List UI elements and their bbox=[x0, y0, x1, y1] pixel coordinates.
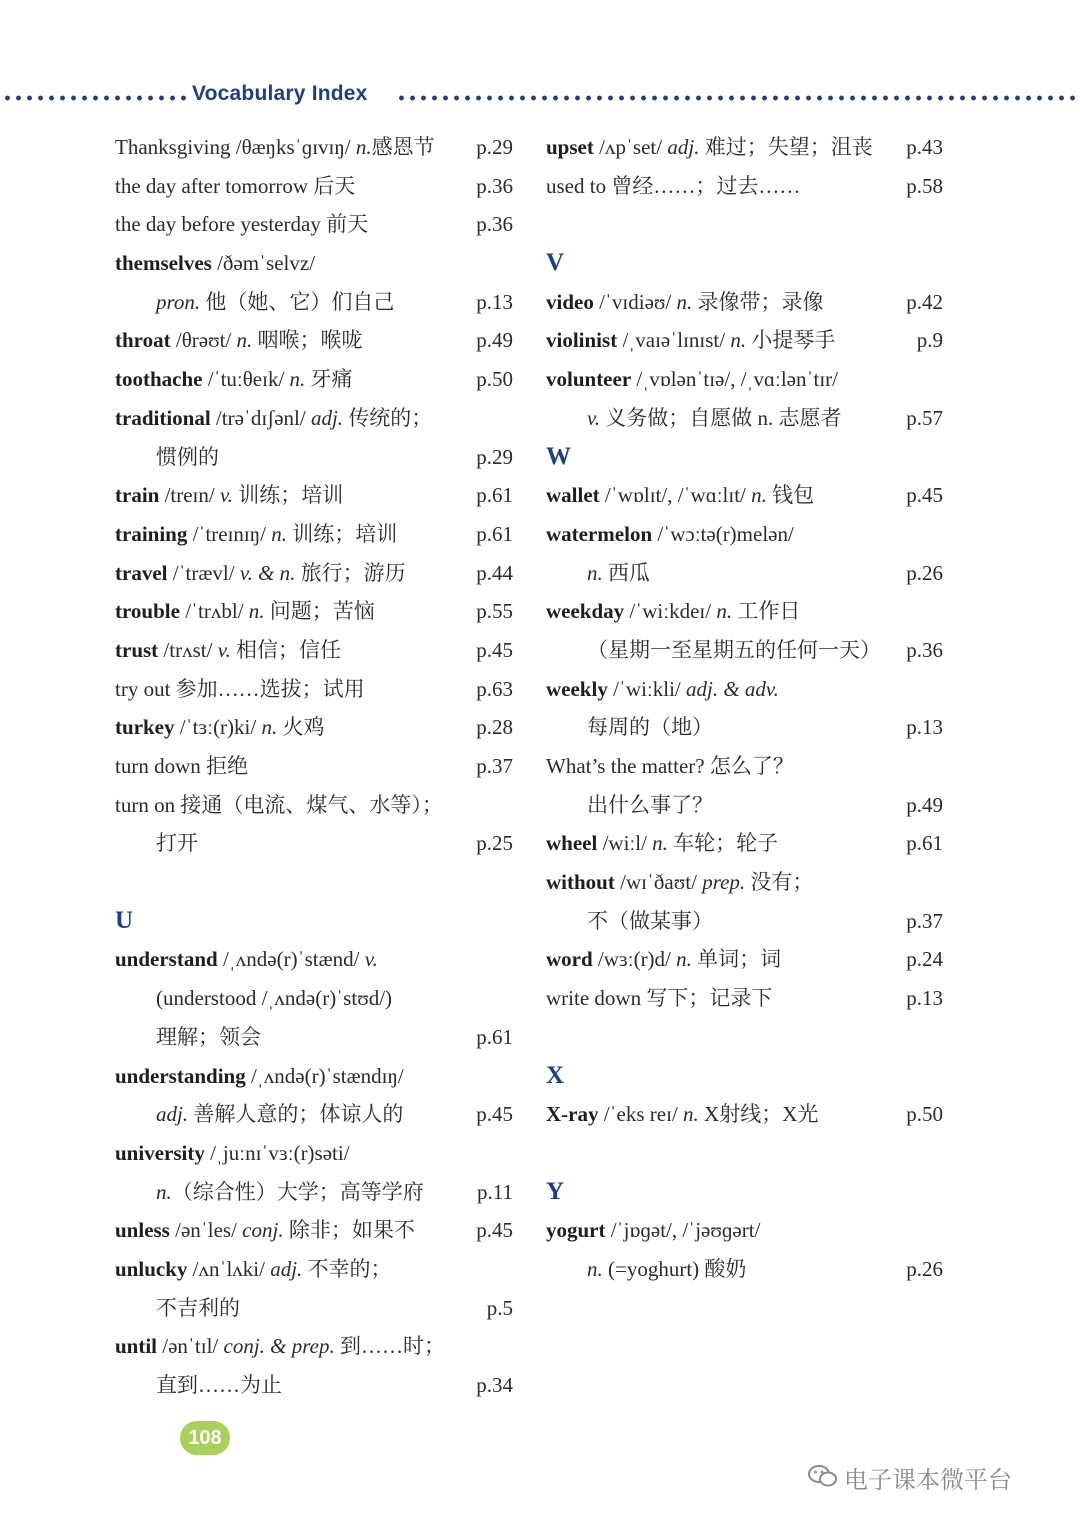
index-entry-continuation bbox=[546, 631, 943, 670]
watermark bbox=[808, 1460, 1012, 1500]
headword: the day after tomorrow bbox=[115, 173, 309, 198]
index-entry-continuation bbox=[546, 1250, 943, 1289]
headword: video bbox=[546, 289, 594, 314]
meaning: 训练；培训 bbox=[233, 483, 344, 508]
pronunciation: 参加……选拔；试用 bbox=[170, 676, 365, 701]
page-reference: p.49 bbox=[906, 792, 943, 817]
dotted-rule-left bbox=[2, 95, 186, 101]
page-reference: p.29 bbox=[476, 444, 513, 469]
pronunciation: 接通（电流、煤气、水等）； bbox=[175, 792, 443, 817]
index-entry-continuation bbox=[115, 979, 513, 1018]
index-entry bbox=[546, 360, 943, 399]
spacer bbox=[546, 1134, 943, 1173]
headword: understanding bbox=[115, 1063, 246, 1088]
index-entry bbox=[546, 476, 943, 515]
spacer bbox=[115, 863, 513, 902]
index-entry bbox=[546, 128, 943, 167]
pronunciation: /ˈjɒɡət/, /ˈjəʊɡərt/ bbox=[605, 1218, 761, 1243]
section-title: Vocabulary Index bbox=[192, 82, 368, 105]
letter-heading bbox=[546, 1057, 943, 1096]
index-entry bbox=[546, 283, 943, 322]
page-reference: p.45 bbox=[476, 1102, 513, 1127]
letter-heading bbox=[546, 1173, 943, 1212]
index-entry bbox=[115, 360, 513, 399]
headword: turn on bbox=[115, 792, 176, 817]
index-entry bbox=[115, 631, 513, 670]
headword: wheel bbox=[546, 831, 598, 856]
pronunciation: /ˈwɔːtə(r)melən/ bbox=[652, 521, 794, 546]
headword: until bbox=[115, 1334, 158, 1359]
headword: trust bbox=[115, 637, 159, 662]
meaning: 训练；培训 bbox=[286, 521, 398, 546]
headword: try out bbox=[115, 676, 171, 701]
part-of-speech: adj. & adv. bbox=[686, 676, 779, 701]
page-reference: p.5 bbox=[486, 1295, 513, 1320]
pronunciation: /ˌʌndə(r)ˈstændɪŋ/ bbox=[245, 1063, 404, 1088]
letter-heading bbox=[115, 902, 513, 941]
index-entry bbox=[115, 515, 513, 554]
meaning: (understood /ˌʌndə(r)ˈstʊd/) bbox=[156, 986, 393, 1011]
page-reference: p.43 bbox=[906, 135, 943, 159]
meaning: 打开 bbox=[156, 831, 198, 856]
page-reference: p.61 bbox=[476, 521, 513, 546]
part-of-speech: n. bbox=[289, 367, 306, 392]
meaning: 西瓜 bbox=[602, 560, 650, 585]
page-reference: p.24 bbox=[906, 947, 943, 972]
meaning: 没有； bbox=[745, 870, 814, 895]
meaning: 不幸的； bbox=[302, 1256, 392, 1281]
part-of-speech: n. bbox=[261, 715, 278, 740]
pronunciation: /ˌjuːnɪˈvɜː(r)səti/ bbox=[204, 1140, 350, 1165]
page-reference: p.26 bbox=[906, 1256, 943, 1281]
page-reference: p.36 bbox=[476, 173, 513, 198]
letter-heading-text: X bbox=[546, 1061, 565, 1089]
index-entry bbox=[115, 1250, 513, 1289]
headword: training bbox=[115, 521, 188, 546]
part-of-speech: n. bbox=[587, 1256, 603, 1281]
headword: wallet bbox=[546, 483, 600, 508]
index-entry bbox=[115, 592, 513, 631]
page-reference: p.28 bbox=[476, 715, 513, 740]
pronunciation: /ənˈles/ bbox=[169, 1218, 243, 1243]
letter-heading bbox=[546, 244, 943, 283]
pronunciation: /ˌvɒlənˈtɪə/, /ˌvɑːlənˈtɪr/ bbox=[631, 367, 838, 392]
headword: watermelon bbox=[546, 521, 653, 546]
pronunciation: /treɪn/ bbox=[159, 483, 220, 508]
headword: violinist bbox=[546, 328, 618, 353]
headword: volunteer bbox=[546, 367, 632, 392]
part-of-speech: adj. bbox=[156, 1102, 189, 1127]
page-reference: p.49 bbox=[476, 328, 513, 353]
pronunciation: /wɜː(r)d/ bbox=[592, 947, 677, 972]
part-of-speech: v. & n. bbox=[239, 560, 296, 585]
meaning: 每周的（地） bbox=[587, 715, 713, 740]
part-of-speech: n. bbox=[683, 1102, 699, 1127]
index-entry-continuation bbox=[546, 399, 943, 438]
headword: upset bbox=[546, 135, 594, 159]
headword: X-ray bbox=[546, 1102, 599, 1127]
page-reference: p.45 bbox=[906, 483, 943, 508]
pronunciation: 写下；记录下 bbox=[641, 986, 773, 1011]
page-reference: p.45 bbox=[476, 1218, 513, 1243]
page-reference: p.55 bbox=[476, 599, 513, 624]
meaning: 他（她、它）们自己 bbox=[200, 289, 395, 314]
dotted-rule-right bbox=[396, 95, 1080, 101]
index-entry bbox=[546, 979, 943, 1018]
index-entry bbox=[115, 128, 513, 167]
part-of-speech: n. bbox=[236, 328, 253, 353]
meaning: 问题；苦恼 bbox=[264, 599, 375, 624]
pronunciation: /ˈtɜː(r)ki/ bbox=[174, 715, 262, 740]
watermark-text: 电子课本微平台 bbox=[844, 1466, 1012, 1494]
index-entry bbox=[115, 670, 513, 709]
headword: turn down bbox=[115, 754, 201, 778]
meaning: X射线；X光 bbox=[698, 1102, 819, 1127]
headword: word bbox=[546, 947, 593, 972]
part-of-speech: n. bbox=[355, 135, 372, 159]
pronunciation: /ˈtreɪnɪŋ/ bbox=[187, 521, 272, 546]
page-reference: p.42 bbox=[906, 289, 943, 314]
headword: turkey bbox=[115, 715, 175, 740]
page-reference: p.11 bbox=[477, 1179, 513, 1204]
index-entry bbox=[115, 321, 513, 360]
pronunciation: /ˈtrævl/ bbox=[167, 560, 240, 585]
meaning: 直到……为止 bbox=[156, 1373, 282, 1397]
wechat-icon bbox=[808, 1461, 838, 1501]
meaning: 除非；如果不 bbox=[283, 1218, 415, 1243]
index-entry bbox=[115, 167, 513, 206]
pronunciation: 前天 bbox=[320, 212, 369, 237]
meaning: 感恩节 bbox=[371, 135, 435, 159]
part-of-speech: n. bbox=[676, 289, 693, 314]
index-entry bbox=[546, 1095, 943, 1134]
meaning: 到……时； bbox=[334, 1334, 445, 1359]
headword: the day before yesterday bbox=[115, 212, 321, 237]
index-entry-continuation bbox=[115, 1173, 513, 1212]
index-entry-continuation bbox=[115, 824, 513, 863]
headword: toothache bbox=[115, 367, 203, 392]
headword: used to bbox=[546, 173, 607, 198]
page-reference: p.13 bbox=[906, 986, 943, 1011]
index-entry bbox=[115, 1327, 513, 1366]
meaning: (=yoghurt) 酸奶 bbox=[602, 1256, 747, 1281]
page-reference: p.61 bbox=[476, 1024, 513, 1049]
index-entry-continuation bbox=[115, 1366, 513, 1405]
part-of-speech: conj. & prep. bbox=[223, 1334, 335, 1359]
letter-heading-text: Y bbox=[546, 1177, 565, 1205]
meaning: 传统的； bbox=[343, 405, 433, 430]
headword: without bbox=[546, 870, 615, 895]
part-of-speech: adj. bbox=[310, 405, 344, 430]
part-of-speech: v. bbox=[219, 483, 233, 508]
page-reference: p.37 bbox=[906, 908, 943, 933]
letter-heading-text: U bbox=[115, 906, 134, 934]
pronunciation: 后天 bbox=[308, 173, 356, 198]
headword: understand bbox=[115, 947, 218, 972]
page-reference: p.61 bbox=[476, 483, 513, 508]
index-entry bbox=[115, 399, 513, 438]
pronunciation: /ʌpˈset/ bbox=[593, 135, 668, 159]
headword: weekly bbox=[546, 676, 608, 701]
right-column bbox=[546, 128, 943, 1289]
headword: university bbox=[115, 1140, 205, 1165]
page-reference: p.13 bbox=[906, 715, 943, 740]
part-of-speech: v. bbox=[364, 947, 378, 972]
meaning: 钱包 bbox=[766, 483, 815, 508]
page-reference: p.36 bbox=[906, 637, 943, 662]
meaning: 出什么事了？ bbox=[587, 792, 713, 817]
headword: throat bbox=[115, 328, 171, 353]
meaning: 录像带；录像 bbox=[692, 289, 824, 314]
headword: trouble bbox=[115, 599, 180, 624]
pronunciation: /ðəmˈselvz/ bbox=[211, 251, 316, 276]
headword: weekday bbox=[546, 599, 625, 624]
pronunciation: /ˈtrʌbl/ bbox=[179, 599, 249, 624]
page-reference: p.63 bbox=[476, 676, 513, 701]
headword: unlucky bbox=[115, 1256, 188, 1281]
pronunciation: /trəˈdɪʃənl/ bbox=[210, 405, 311, 430]
meaning: 咽喉；喉咙 bbox=[252, 328, 363, 353]
meaning: 单词；词 bbox=[691, 947, 782, 972]
pronunciation: /ˈvɪdiəʊ/ bbox=[593, 289, 677, 314]
left-column bbox=[115, 128, 513, 1405]
pronunciation: /wɪˈðaʊt/ bbox=[614, 870, 703, 895]
meaning: 义务做；自愿做 n. 志愿者 bbox=[600, 405, 842, 430]
index-entry bbox=[546, 321, 943, 360]
index-entry-continuation bbox=[115, 438, 513, 477]
page-reference: p.50 bbox=[476, 367, 513, 392]
index-entry-continuation bbox=[115, 1018, 513, 1057]
index-entry-continuation bbox=[546, 786, 943, 825]
part-of-speech: v. bbox=[587, 405, 601, 430]
index-entry bbox=[546, 515, 943, 554]
page-reference: p.9 bbox=[916, 328, 943, 353]
pronunciation: /ˈtuːθeɪk/ bbox=[202, 367, 290, 392]
meaning: 难过；失望；沮丧 bbox=[699, 135, 873, 159]
page-reference: p.58 bbox=[906, 173, 943, 198]
headword: themselves bbox=[115, 251, 212, 276]
headword: write down bbox=[546, 986, 642, 1011]
index-entry bbox=[115, 940, 513, 979]
page-reference: p.50 bbox=[906, 1102, 943, 1127]
pronunciation: /ˈwɒlɪt/, /ˈwɑːlɪt/ bbox=[599, 483, 752, 508]
index-entry bbox=[115, 1211, 513, 1250]
pronunciation: /ˈwiːkdeɪ/ bbox=[624, 599, 717, 624]
pronunciation: /θrəʊt/ bbox=[170, 328, 237, 353]
page-reference: p.36 bbox=[476, 212, 513, 237]
index-entry-continuation bbox=[546, 554, 943, 593]
page-reference: p.34 bbox=[476, 1373, 513, 1397]
part-of-speech: n. bbox=[676, 947, 692, 972]
meaning: 理解；领会 bbox=[156, 1024, 261, 1049]
pronunciation: /ˌʌndə(r)ˈstænd/ bbox=[217, 947, 365, 972]
index-entry bbox=[115, 244, 513, 283]
letter-heading-text: V bbox=[546, 249, 565, 277]
pronunciation: 怎么了？ bbox=[704, 754, 794, 778]
index-entry-continuation bbox=[546, 902, 943, 941]
headword: travel bbox=[115, 560, 168, 585]
page-reference: p.57 bbox=[906, 405, 943, 430]
pronunciation: /ənˈtɪl/ bbox=[157, 1334, 224, 1359]
meaning: 小提琴手 bbox=[746, 328, 836, 353]
headword: train bbox=[115, 483, 160, 508]
meaning: （综合性）大学；高等学府 bbox=[171, 1179, 424, 1204]
headword: Thanksgiving bbox=[115, 135, 231, 159]
part-of-speech: n. bbox=[271, 521, 287, 546]
page-reference: p.44 bbox=[476, 560, 513, 585]
part-of-speech: n. bbox=[652, 831, 668, 856]
index-entry bbox=[546, 670, 943, 709]
part-of-speech: v. bbox=[217, 637, 231, 662]
index-entry bbox=[115, 1134, 513, 1173]
meaning: 不（做某事） bbox=[587, 908, 713, 933]
page-reference: p.37 bbox=[476, 754, 513, 778]
part-of-speech: n. bbox=[730, 328, 747, 353]
part-of-speech: n. bbox=[587, 560, 603, 585]
page-number-badge: 108 bbox=[180, 1421, 230, 1455]
pronunciation: /ʌnˈlʌki/ bbox=[187, 1256, 271, 1281]
index-entry-continuation bbox=[115, 1289, 513, 1328]
part-of-speech: n. bbox=[751, 483, 767, 508]
index-entry bbox=[546, 863, 943, 902]
index-entry bbox=[115, 786, 513, 825]
pronunciation: /wiːl/ bbox=[597, 831, 653, 856]
pronunciation: /ˈeks reɪ/ bbox=[598, 1102, 684, 1127]
part-of-speech: n. bbox=[716, 599, 733, 624]
meaning: 旅行；游历 bbox=[295, 560, 406, 585]
index-entry-continuation bbox=[546, 708, 943, 747]
page-reference: p.45 bbox=[476, 637, 513, 662]
pronunciation: /ˈwiːkli/ bbox=[607, 676, 686, 701]
meaning: 牙痛 bbox=[305, 367, 353, 392]
headword: unless bbox=[115, 1218, 170, 1243]
index-entry bbox=[115, 554, 513, 593]
headword: What’s the matter? bbox=[546, 754, 705, 778]
pronunciation: 拒绝 bbox=[200, 754, 248, 778]
index-entry bbox=[546, 592, 943, 631]
index-entry bbox=[115, 747, 513, 786]
index-entry bbox=[546, 1211, 943, 1250]
index-entry bbox=[546, 940, 943, 979]
index-entry bbox=[115, 476, 513, 515]
index-entry-continuation bbox=[115, 283, 513, 322]
meaning: 惯例的 bbox=[156, 444, 219, 469]
part-of-speech: n. bbox=[156, 1179, 172, 1204]
index-entry bbox=[115, 205, 513, 244]
page-reference: p.61 bbox=[906, 831, 943, 856]
pronunciation: /ˌvaɪəˈlɪnɪst/ bbox=[617, 328, 731, 353]
part-of-speech: conj. bbox=[242, 1218, 284, 1243]
index-entry bbox=[546, 747, 943, 786]
page-reference: p.29 bbox=[476, 135, 513, 159]
vocabulary-index-header bbox=[0, 80, 1080, 114]
page-reference: p.25 bbox=[476, 831, 513, 856]
index-entry bbox=[546, 167, 943, 206]
pronunciation: 曾经……；过去…… bbox=[606, 173, 801, 198]
meaning: 工作日 bbox=[732, 599, 801, 624]
index-entry bbox=[546, 824, 943, 863]
meaning: 火鸡 bbox=[277, 715, 325, 740]
part-of-speech: adj. bbox=[667, 135, 700, 159]
index-entry-continuation bbox=[115, 1095, 513, 1134]
letter-heading-text: W bbox=[546, 442, 571, 470]
letter-heading bbox=[546, 438, 943, 477]
headword: traditional bbox=[115, 405, 211, 430]
spacer bbox=[546, 205, 943, 244]
part-of-speech: pron. bbox=[156, 289, 201, 314]
pronunciation: /trʌst/ bbox=[158, 637, 218, 662]
meaning: 车轮；轮子 bbox=[667, 831, 779, 856]
page-reference: p.26 bbox=[906, 560, 943, 585]
headword: yogurt bbox=[546, 1218, 606, 1243]
index-entry bbox=[115, 1057, 513, 1096]
part-of-speech: adj. bbox=[270, 1256, 303, 1281]
meaning: 善解人意的；体谅人的 bbox=[188, 1102, 404, 1127]
spacer bbox=[546, 1018, 943, 1057]
page-reference: p.13 bbox=[476, 289, 513, 314]
pronunciation: /θæŋksˈɡɪvɪŋ/ bbox=[230, 135, 356, 159]
meaning: 相信；信任 bbox=[230, 637, 341, 662]
index-entry bbox=[115, 708, 513, 747]
meaning: 不吉利的 bbox=[156, 1295, 240, 1320]
part-of-speech: n. bbox=[248, 599, 265, 624]
part-of-speech: prep. bbox=[702, 870, 746, 895]
meaning: （星期一至星期五的任何一天） bbox=[587, 637, 881, 662]
